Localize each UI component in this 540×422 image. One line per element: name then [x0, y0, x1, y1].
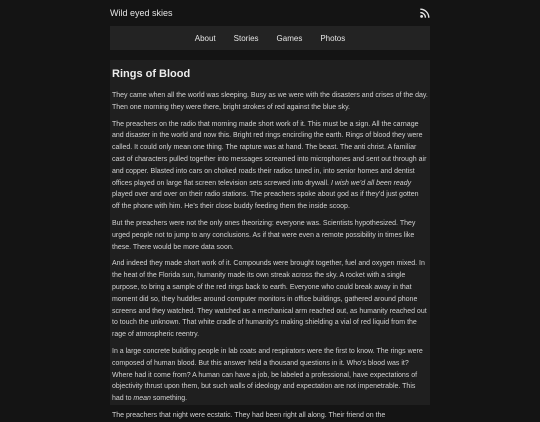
- post-paragraph: But the preachers were not the only ones theorizing: everyone was. Scientists hypothesized. They urged people not to jump to any conclusions. As if that were even a remote possibility in times like these. There would be more data soon.: [112, 219, 416, 251]
- site-title[interactable]: Wild eyed skies: [110, 8, 173, 18]
- post-paragraph: They came when all the world was sleeping. Busy as we were with the disasters and crises of the day. Then one morning they were there, bright strokes of red against the blue sky.: [112, 92, 428, 111]
- rss-feed-icon[interactable]: [420, 8, 430, 18]
- nav-about[interactable]: About: [194, 33, 216, 43]
- post-paragraph: And indeed they made short work of it. Compounds were brought together, fuel and oxygen mixed. In the heat of the Florida sun, humanity made its own streak across the sky. A rocket with a single purpose, to bring a sample of the red rings back to earth. Everyone who could break away in that moment did so, they huddles around computer monitors in office buildings, gathered around phone screens and they watched. They watched as a mechanical arm reached out, as humanity reached out to touch the unknown. That white cradle of humanity’s making shielding a vial of red liquid from the rage of atmospheric reentry.: [112, 260, 427, 339]
- nav-stories[interactable]: Stories: [233, 33, 259, 43]
- post-paragraph: In a large concrete building people in lab coats and respirators were the first to know. The rings were composed of human blood. But this answer held a thousand questions in it. Who’s blood was it? Where had it come from? A human can have a job, be labeled a professional, have expectations of objectivity thrust upon them, but such walls of ideology and expectation are not impenetrable. This had to mean something.: [112, 347, 423, 403]
- main-nav: [110, 26, 430, 50]
- italic-word: mean: [133, 395, 151, 403]
- post-paragraph: The preachers on the radio that morning made short work of it. This must be a sign. All the carnage and disaster in the world and now this. Bright red rings encircling the earth. Rings of blood they were called. It could only mean one thing. The rapture was at hand. The beast. The anti christ. A familiar cast of characters pulled together into messages screamed into microphones and sent out through air and copper. Blasted into cars on choked roads their radios tuned in, into senior homes and dentist offices played on large flat screen television sets screwed into drywall. I wish we’d all been ready played over and over on their radio stations. The preachers spoke about god as if they’d just gotten off the phone with him. He’s their close buddy feeding them the inside scoop.: [112, 120, 427, 211]
- site-header: [0, 0, 540, 26]
- italic-phrase: I wish we’d all been ready: [330, 179, 412, 187]
- nav-games[interactable]: Games: [276, 33, 303, 43]
- post-title: Rings of Blood: [112, 68, 191, 80]
- post-paragraph: The preachers that night were ecstatic. They had been right all along. Their friend on the: [112, 411, 386, 419]
- post-content: [110, 60, 430, 419]
- nav-photos[interactable]: Photos: [320, 33, 346, 43]
